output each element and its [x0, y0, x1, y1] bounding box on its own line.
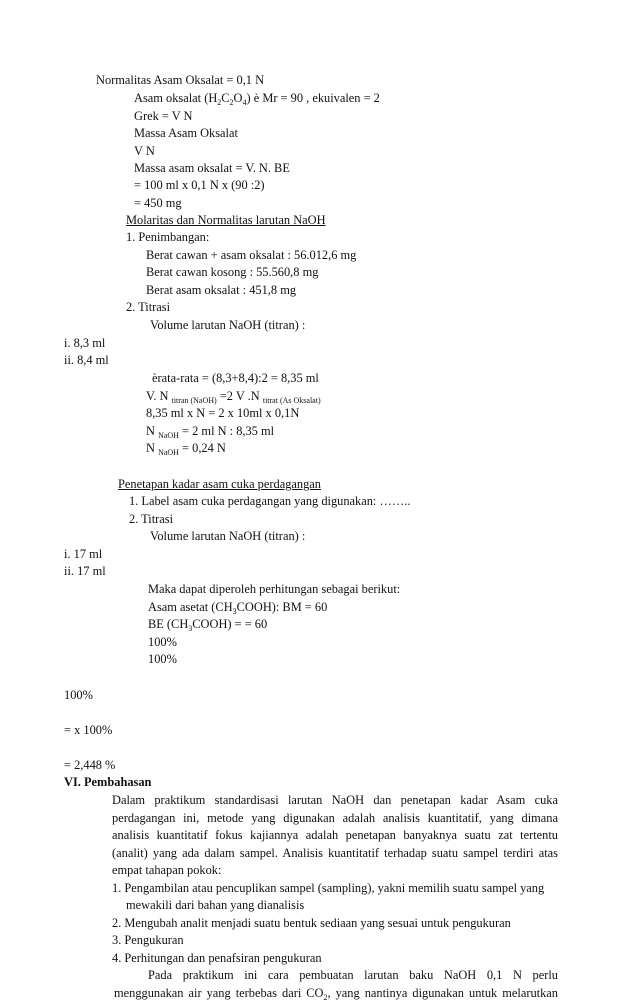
vol-i-line: i. 8,3 ml [64, 336, 106, 350]
be-line: BE $(CH_3COOH)$ = = 60 [148, 617, 268, 633]
maka-line: Maka dapat diperoleh perhitungan sebagai berikut: [148, 582, 401, 596]
asam-asetat-line: Asam asetat $(CH_3COOH)$: BM = 60 [148, 600, 328, 616]
massa-result-line: = 450 mg [134, 196, 182, 210]
penetapan-titrasi-line: 2. Titrasi [129, 512, 174, 526]
penetapan-heading: Penetapan kadar asam cuka perdagangan [118, 477, 321, 491]
penetapan-volume-label: Volume larutan NaOH (titran) : [150, 529, 306, 543]
n-naoh-calc-line: N $_{NaOH}$ = 2 ml N : 8,35 ml [146, 424, 275, 440]
list-item-1-line-1: 1. Pengambilan atau pencuplikan sampel (sampling), yakni memilih suatu sampel yang [112, 881, 545, 895]
p2-line-2: menggunakan air yang terbebas dari $CO_2$, yang nantinya digunakan untuk melarutkan [114, 986, 558, 1002]
penetapan-vol-ii: ii. 17 ml [64, 564, 106, 578]
massa-asam-line: Massa Asam Oksalat [134, 126, 238, 140]
pct1-line: 100% [148, 635, 177, 649]
volume-label-line: Volume larutan NaOH (titran) : [150, 318, 306, 332]
list-item-2: 2. Mengubah analit menjadi suatu bentuk sediaan yang sesuai untuk pengukuran [112, 916, 511, 930]
label-line: 1. Label asam cuka perdagangan yang digunakan: …….. [129, 494, 411, 508]
p1-line-5: empat tahapan pokok: [112, 863, 222, 877]
penimbangan-line: 1. Penimbangan: [126, 230, 210, 244]
x100-line: = x 100% [64, 723, 113, 737]
vn-formula-line: V. N $_{titran (NaOH)}$ =2 V .N $_{titrat (As Oksalat)}$ [146, 389, 321, 405]
list-item-1-line-2: mewakili dari bahan yang dianalisis [126, 898, 305, 912]
titrasi-line: 2. Titrasi [126, 300, 171, 314]
list-item-4: 4. Perhitungan dan penafsiran pengukuran [112, 951, 322, 965]
vol-ii-line: ii. 8,4 ml [64, 353, 109, 367]
pct3-line: 100% [64, 688, 93, 702]
vn-line: V N [134, 144, 155, 158]
berat-cawan-kosong-line: Berat cawan kosong : 55.560,8 mg [146, 265, 319, 279]
pembahasan-heading: VI. Pembahasan [64, 775, 152, 789]
grek-line: Grek = V N [134, 109, 193, 123]
berat-cawan-asam-line: Berat cawan + asam oksalat : 56.012,6 mg [146, 248, 357, 262]
normalitas-title: Normalitas Asam Oksalat = 0,1 N [96, 73, 265, 87]
p1-line-2: perdagangan ini, metode yang digunakan adalah analisis kuantitatif, yang dimana [112, 811, 558, 825]
p1-line-4: (analit) yang ada dalam sampel. Analisis kuantitatif terhadap suatu sampel terdiri atas [112, 846, 558, 860]
penetapan-vol-i: i. 17 ml [64, 547, 103, 561]
p2-line-1: Pada praktikum ini cara pembuatan larutan baku NaOH 0,1 N perlu [148, 968, 558, 982]
massa-calc-line: = 100 ml x 0,1 N x (90 :2) [134, 178, 265, 192]
result-line: = 2,448 % [64, 758, 116, 772]
list-item-3: 3. Pengukuran [112, 933, 184, 947]
pct2-line: 100% [148, 652, 177, 666]
n-naoh-result-line: N $_{NaOH}$ = 0,24 N [146, 441, 226, 457]
berat-asam-line: Berat asam oksalat : 451,8 mg [146, 283, 297, 297]
asam-oksalat-line: Asam oksalat $(H_2C_2O_4)$ è Mr = 90 , ekuivalen = 2 [134, 91, 380, 107]
rata-rata-line: èrata-rata = (8,3+8,4):2 = 8,35 ml [152, 371, 319, 385]
p1-line-3: analisis kuantitatif fokus kajiannya adalah penetapan banyaknya suatu zat tertentu [112, 828, 558, 842]
calc1-line: 8,35 ml x N = 2 x 10ml x 0,1N [146, 406, 300, 420]
massa-formula-line: Massa asam oksalat = V. N. BE [134, 161, 290, 175]
molaritas-heading: Molaritas dan Normalitas larutan NaOH [126, 213, 326, 227]
p1-line-1: Dalam praktikum standardisasi larutan NaOH dan penetapan kadar Asam cuka [112, 793, 558, 807]
